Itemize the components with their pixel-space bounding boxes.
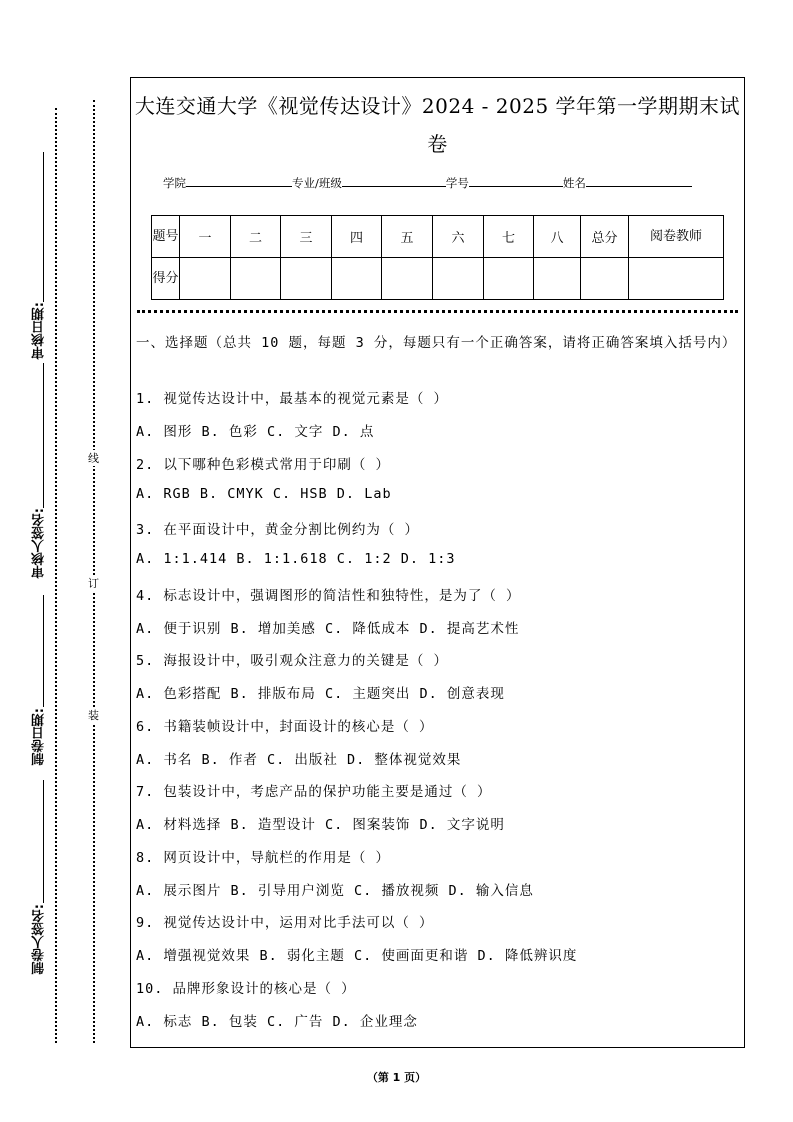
score-table [151, 215, 724, 300]
col-3: 三 [281, 216, 332, 258]
question-text: 7. 包装设计中，考虑产品的保护功能主要是通过（ ） [136, 784, 492, 800]
page-number: （第 1 页） [366, 1071, 427, 1084]
col-6: 六 [433, 216, 484, 258]
answer-options: A. 标志 B. 包装 C. 广告 D. 企业理念 [136, 1013, 418, 1030]
answer-options: A. 便于识别 B. 增加美感 C. 降低成本 D. 提高艺术性 [136, 620, 520, 637]
col-grader: 阅卷教师 [629, 216, 724, 258]
answer-options: A. 1:1.414 B. 1:1.618 C. 1:2 D. 1:3 [136, 551, 456, 567]
reviewer-sign-underline [43, 363, 44, 508]
question-text: 1. 视觉传达设计中，最基本的视觉元素是（ ） [136, 391, 449, 407]
review-date-label: 审核日期: [32, 302, 47, 360]
section-heading: 一、选择题（总共 10 题，每题 3 分，每题只有一个正确答案，请将正确答案填入括号内） [136, 335, 737, 351]
score-cell[interactable] [581, 258, 629, 300]
answer-options: A. 书名 B. 作者 C. 出版社 D. 整体视觉效果 [136, 751, 462, 768]
col-8: 八 [534, 216, 581, 258]
question-text: 5. 海报设计中，吸引观众注意力的关键是（ ） [136, 653, 449, 669]
maker-sign-label: 制卷人签名: [32, 904, 47, 975]
college-field[interactable] [186, 174, 292, 187]
answer-options: A. 增强视觉效果 B. 弱化主题 C. 使画面更和谐 D. 降低辨识度 [136, 948, 578, 964]
answer-options: A. 材料选择 B. 造型设计 C. 图案装饰 D. 文字说明 [136, 817, 505, 833]
score-cell[interactable] [534, 258, 581, 300]
answer-options: A. 图形 B. 色彩 C. 文字 D. 点 [136, 424, 375, 440]
col-2: 二 [231, 216, 281, 258]
col-4: 四 [332, 216, 382, 258]
col-1: 一 [180, 216, 231, 258]
question-text: 2. 以下哪种色彩模式常用于印刷（ ） [136, 456, 391, 473]
binding-dotted-line-inner [93, 100, 95, 1043]
review-date-underline [43, 152, 44, 302]
score-table-score-row [152, 258, 724, 300]
student-no-field[interactable] [469, 174, 563, 187]
col-total: 总分 [581, 216, 629, 258]
cut-line-char: 线 [88, 452, 99, 465]
answer-options: A. 色彩搭配 B. 排版布局 C. 主题突出 D. 创意表现 [136, 686, 505, 702]
answer-options: A. RGB B. CMYK C. HSB D. Lab [136, 485, 392, 502]
exam-title-line2: 卷 [427, 132, 448, 156]
binding-dotted-line-outer [55, 108, 57, 1043]
question-text: 10. 品牌形象设计的核心是（ ） [136, 980, 356, 997]
name-label: 姓名 [562, 176, 586, 190]
maker-sign-underline [43, 780, 44, 903]
col-5: 五 [382, 216, 433, 258]
make-date-underline [43, 595, 44, 707]
score-cell[interactable] [433, 258, 484, 300]
question-text: 8. 网页设计中，导航栏的作用是（ ） [136, 849, 391, 866]
pack-char: 装 [88, 709, 99, 722]
score-row1-label: 题号 [152, 216, 180, 258]
exam-title-line1: 大连交通大学《视觉传达设计》2024 - 2025 学年第一学期期末试 [134, 94, 741, 118]
major-field[interactable] [342, 174, 446, 187]
score-cell[interactable] [281, 258, 332, 300]
score-cell[interactable] [484, 258, 534, 300]
student-info-line [163, 174, 692, 191]
section-separator [137, 310, 738, 313]
question-text: 3. 在平面设计中，黄金分割比例约为（ ） [136, 522, 420, 538]
score-cell[interactable] [382, 258, 433, 300]
score-cell[interactable] [629, 258, 724, 300]
exam-frame [130, 77, 745, 1048]
question-text: 6. 书籍装帧设计中，封面设计的核心是（ ） [136, 718, 434, 735]
score-cell[interactable] [180, 258, 231, 300]
bind-char: 订 [88, 577, 99, 590]
score-cell[interactable] [231, 258, 281, 300]
college-label: 学院 [163, 176, 186, 190]
score-cell[interactable] [332, 258, 382, 300]
reviewer-sign-label: 审核人签名: [32, 508, 47, 579]
major-label: 专业/班级 [292, 176, 342, 190]
score-table-header-row [152, 216, 724, 258]
student-no-label: 学号 [445, 176, 469, 190]
answer-options: A. 展示图片 B. 引导用户浏览 C. 播放视频 D. 输入信息 [136, 882, 534, 899]
score-row2-label: 得分 [152, 258, 180, 300]
question-text: 9. 视觉传达设计中，运用对比手法可以（ ） [136, 915, 434, 931]
name-field[interactable] [586, 174, 692, 187]
question-text: 4. 标志设计中，强调图形的简洁性和独特性，是为了（ ） [136, 587, 521, 604]
make-date-label: 制卷日期: [32, 708, 47, 766]
col-7: 七 [484, 216, 534, 258]
